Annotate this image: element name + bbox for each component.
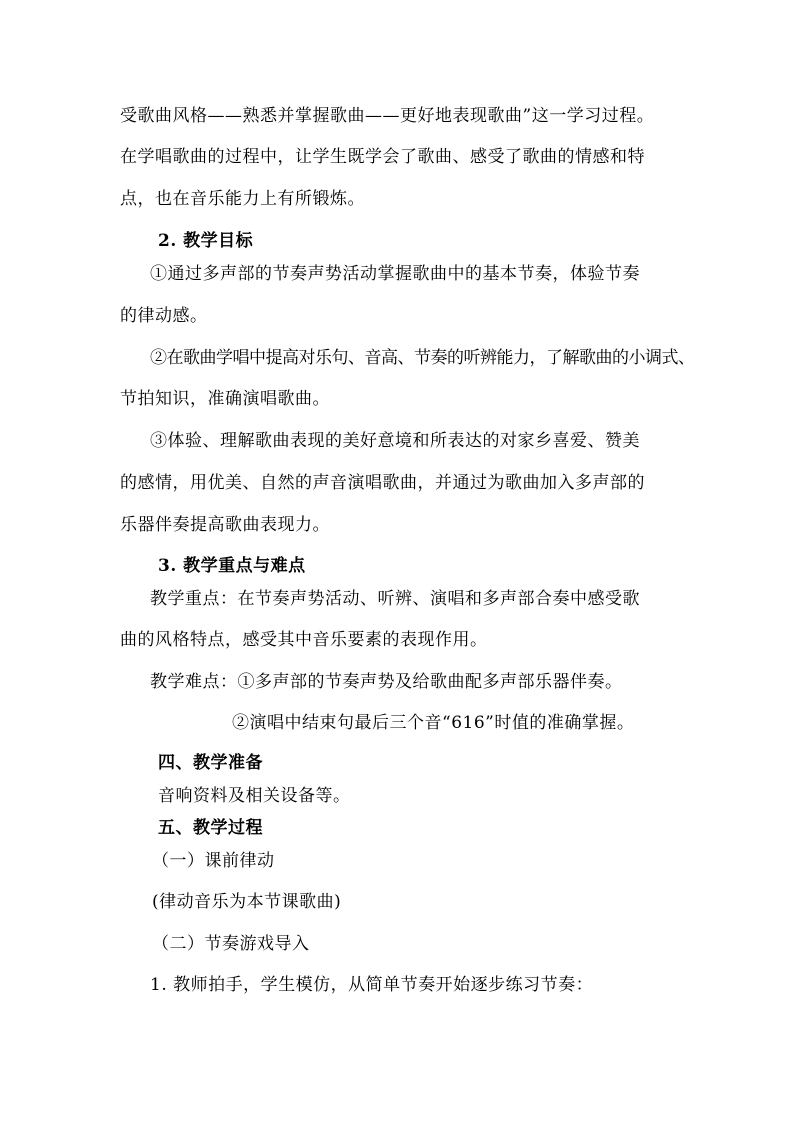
difficulty-line: ②演唱中结束句最后三个音“616”时值的准确掌握。 [232,713,635,733]
section-heading-objectives: 2. 教学目标 [158,231,254,251]
objective-item: ③体验、理解歌曲表现的美好意境和所表达的对家乡喜爱、赞美 [150,431,640,451]
subsection-note: (律动音乐为本节课歌曲) [152,892,342,912]
section-heading-process: 五、教学过程 [158,818,263,838]
list-item: 1. 教师拍手，学生模仿，从简单节奏开始逐步练习节奏： [150,975,594,995]
objective-item: ①通过多声部的节奏声势活动掌握歌曲中的基本节奏，体验节奏 [150,264,640,284]
paragraph-line: 乐器伴奏提高歌曲表现力。 [120,515,330,535]
subsection-heading: （一）课前律动 [152,851,275,871]
preparation-text: 音响资料及相关设备等。 [158,786,351,806]
objective-item: ②在歌曲学唱中提高对乐句、音高、节奏的听辨能力，了解歌曲的小调式、 [150,348,695,368]
paragraph-line: 在学唱歌曲的过程中，让学生既学会了歌曲、感受了歌曲的情感和特 [120,147,645,167]
paragraph-line: 的律动感。 [120,306,208,326]
section-heading-preparation: 四、教学准备 [158,753,263,773]
paragraph-line: 点，也在音乐能力上有所锻炼。 [120,189,365,209]
subsection-heading: （二）节奏游戏导入 [152,934,310,954]
paragraph-line: 节拍知识，准确演唱歌曲。 [120,389,330,409]
difficulty-line: 教学难点：①多声部的节奏声势及给歌曲配多声部乐器伴奏。 [150,672,623,692]
paragraph-line: 的感情，用优美、自然的声音演唱歌曲，并通过为歌曲加入多声部的 [120,473,645,493]
key-point-line: 教学重点：在节奏声势活动、听辨、演唱和多声部合奏中感受歌 [150,589,640,609]
paragraph-line: 曲的风格特点，感受其中音乐要素的表现作用。 [120,630,488,650]
section-heading-key-points: 3. 教学重点与难点 [158,556,306,576]
paragraph-line: 受歌曲风格——熟悉并掌握歌曲——更好地表现歌曲”这一学习过程。 [120,106,655,126]
